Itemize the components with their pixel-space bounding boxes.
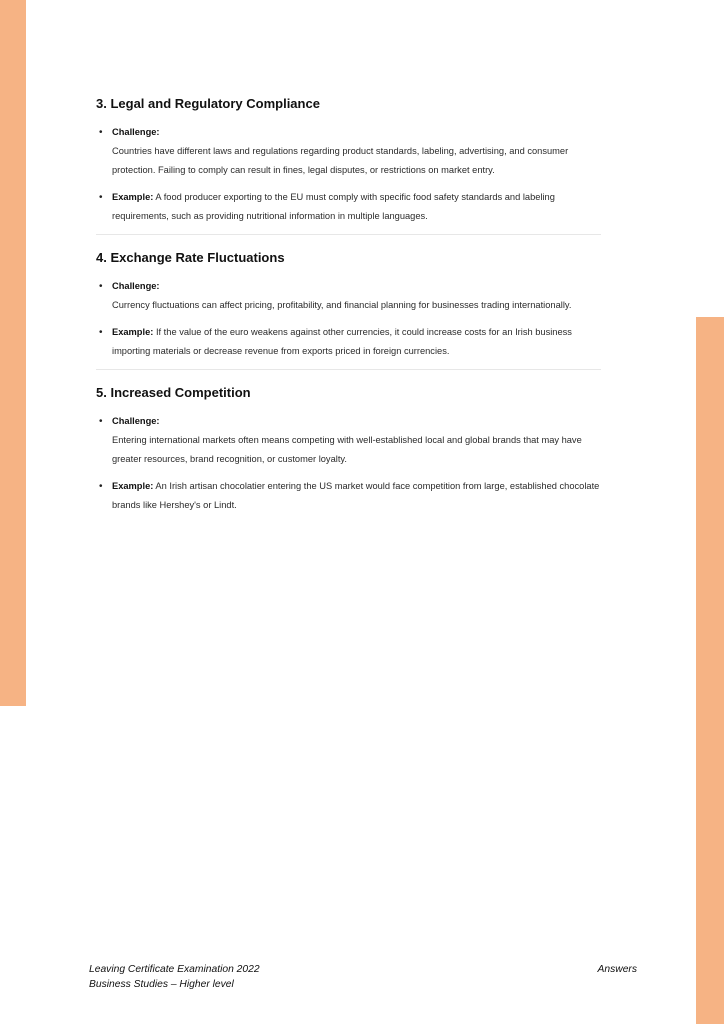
section-title: 3. Legal and Regulatory Compliance xyxy=(96,96,320,111)
list-item-example xyxy=(96,323,601,361)
bullet-icon: • xyxy=(99,281,103,292)
footer-exam-info xyxy=(89,962,260,992)
section-competition xyxy=(96,385,601,515)
section-title: 4. Exchange Rate Fluctuations xyxy=(96,250,285,265)
bullet-icon: • xyxy=(99,416,103,427)
example-label: Example: xyxy=(112,481,154,491)
bullet-list xyxy=(96,412,601,515)
section-legal-compliance xyxy=(96,96,601,226)
bullet-icon: • xyxy=(99,481,103,492)
section-exchange-rate xyxy=(96,250,601,361)
challenge-text: Currency fluctuations can affect pricing, profitability, and financial planning for businesses trading internationally. xyxy=(112,300,572,310)
challenge-text: Entering international markets often means competing with well-established local and global brands that may have greater resources, brand recognition, or customer loyalty. xyxy=(112,435,582,464)
challenge-label: Challenge: xyxy=(112,281,160,291)
section-divider xyxy=(96,369,601,370)
section-title: 5. Increased Competition xyxy=(96,385,251,400)
bullet-icon: • xyxy=(99,327,103,338)
answer-content xyxy=(96,96,601,523)
list-item-challenge xyxy=(96,277,601,315)
example-text: An Irish artisan chocolatier entering the US market would face competition from large, established chocolate brands like Hershey's or Lindt. xyxy=(112,481,600,510)
decorative-band-left xyxy=(0,0,26,706)
bullet-icon: • xyxy=(99,192,103,203)
list-item-example xyxy=(96,477,601,515)
footer-subject-level: Business Studies – Higher level xyxy=(89,979,234,990)
example-label: Example: xyxy=(112,327,154,337)
challenge-label: Challenge: xyxy=(112,416,160,426)
bullet-list xyxy=(96,123,601,226)
example-text: A food producer exporting to the EU must comply with specific food safety standards and labeling requirements, such as providing nutritional information in multiple languages. xyxy=(112,192,555,221)
section-divider xyxy=(96,234,601,235)
challenge-label: Challenge: xyxy=(112,127,160,137)
challenge-text: Countries have different laws and regulations regarding product standards, labeling, advertising, and consumer protection. Failing to comply can result in fines, legal disputes, or restrictions on market entry. xyxy=(112,146,569,175)
example-label: Example: xyxy=(112,192,154,202)
list-item-example xyxy=(96,188,601,226)
footer-answers-label: Answers xyxy=(597,964,637,975)
example-text: If the value of the euro weakens against other currencies, it could increase costs for an Irish business importing materials or decrease revenue from exports priced in foreign currencies. xyxy=(112,327,572,356)
decorative-band-right xyxy=(696,317,724,1024)
bullet-icon: • xyxy=(99,127,103,138)
list-item-challenge xyxy=(96,123,601,180)
footer-exam-title: Leaving Certificate Examination 2022 xyxy=(89,964,260,975)
list-item-challenge xyxy=(96,412,601,469)
bullet-list xyxy=(96,277,601,361)
